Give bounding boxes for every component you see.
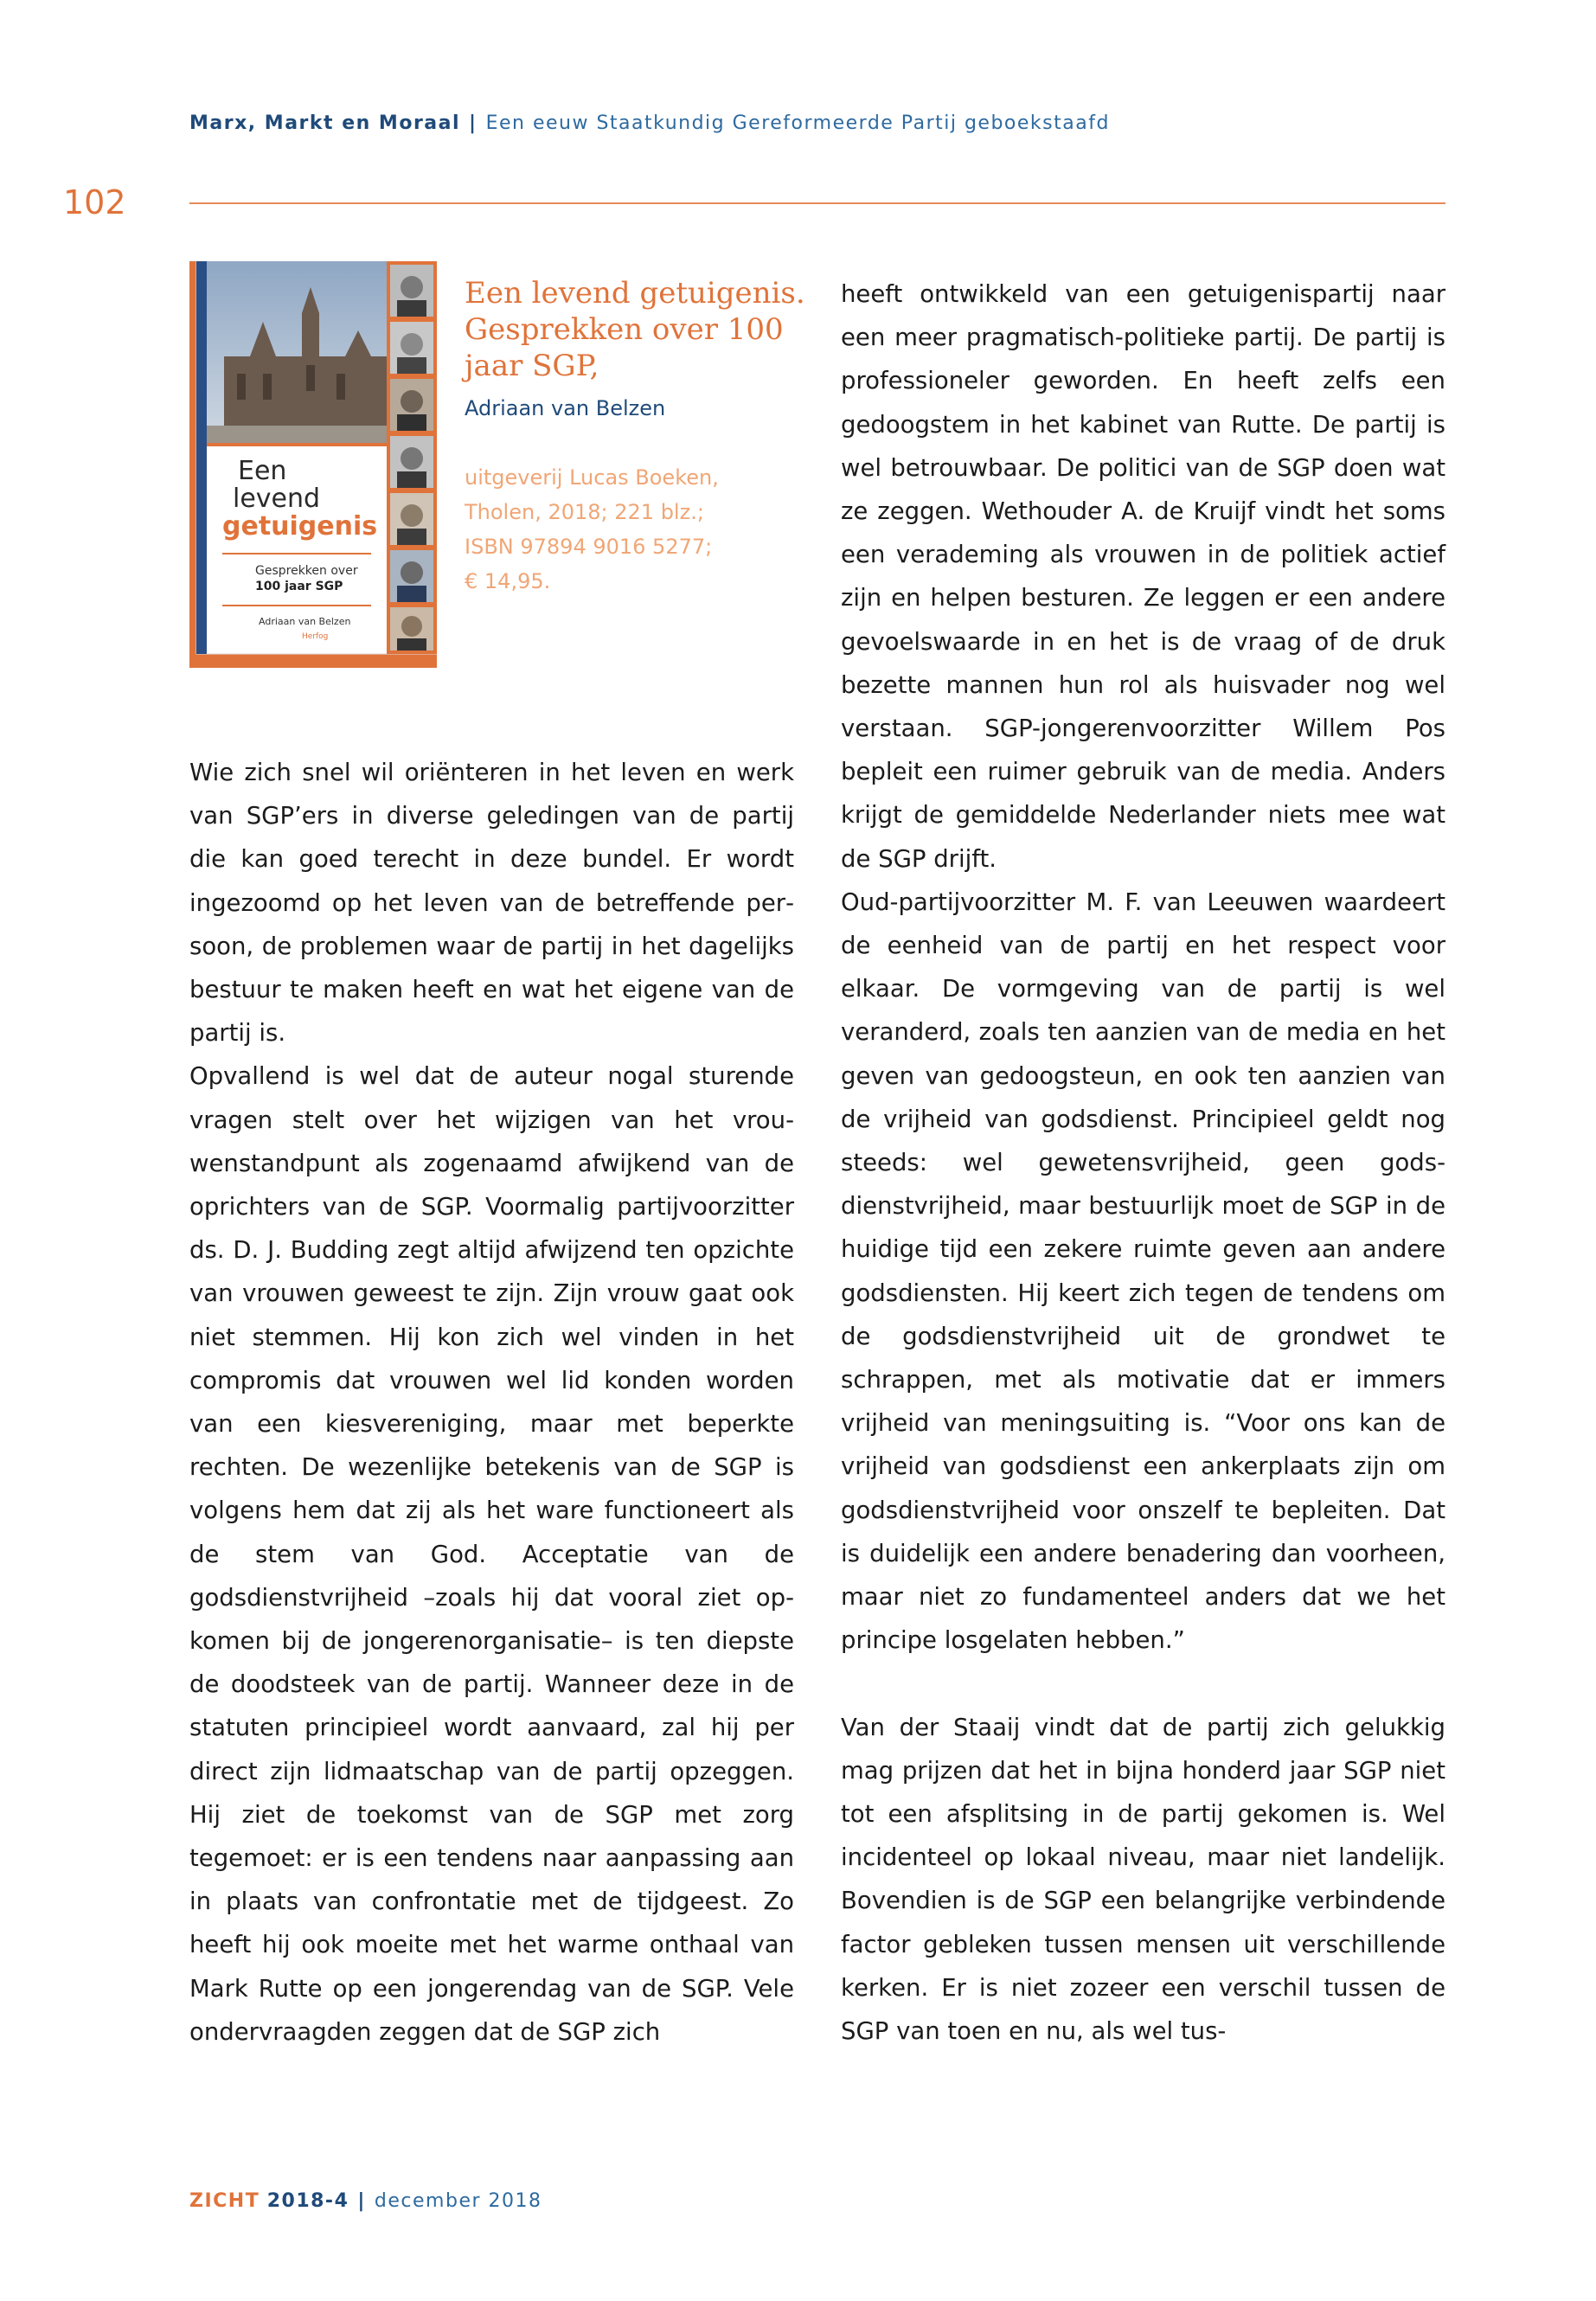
paragraph: Wie zich snel wil oriënteren in het leven en werk van SGP’ers in diverse geledingen van de partij die kan goed terecht in deze bundel. Er wordt ingezoomd op het leven van de betreffende persoon, de problemen waar de partij in het dagelijks bestuur te maken heeft en wat het eigene van de partij is. [189, 759, 794, 1048]
cover-subtitle-line1: Gesprekken over [255, 564, 358, 578]
paragraph: heeft ontwikkeld van een getuigenispartij naar een meer pragmatisch-politieke partij. De partij is professioneler geworden. En heeft zelfs een gedoogstem in het kabinet van Rutte. De partij is wel betrouwbaar. De politici van de SGP doen wat ze zeggen. Wethouder A. de Kruijf vindt het soms een verademing als vrouwen in de politiek actief zijn en helpen besturen. Ze leggen er een andere gevoelswaarde in en het is de vraag of de druk bezette mannen hun rol als huisvader nog wel verstaan. SGP-jongerenvoorzitter Willem Pos bepleit een ruimer gebruik van de media. Anders krijgt de gemiddelde Nederlander niets mee wat de SGP drijft. [841, 280, 1445, 873]
book-details [465, 275, 811, 599]
cover-title-line2: levend [233, 484, 321, 514]
right-text-column [841, 272, 1445, 2053]
header-title: Marx, Markt en Moraal [189, 112, 461, 134]
paragraph-gap [841, 1663, 1445, 1706]
book-title: Een levend getuigenis. Gesprekken over 100 jaar SGP, [465, 276, 805, 383]
book-cover-illustration [189, 261, 437, 668]
header-separator: | [469, 112, 478, 134]
pub-line: uitgeverij Lucas Boeken, [465, 465, 719, 490]
cover-title-line1: Een [238, 456, 287, 486]
footer-separator: | [357, 2190, 366, 2212]
paragraph: Oud-partijvoorzitter M. F. van Leeuwen waardeert de eenheid van de partij en het respect voor elkaar. De vormgeving van de partij is wel veranderd, zoals ten aanzien van de media en het geven van gedoogsteun, en ook ten aanzien van de vrijheid van godsdienst. Principieel geldt nog steeds: wel gewetensvrijheid, geen godsdienstvrijheid, maar bestuurlijk moet de SGP in de huidige tijd een zekere ruimte geven aan andere godsdiensten. Hij keert zich tegen de tendens om de godsdienstvrijheid uit de grondwet te schrappen, met als motivatie dat er immers vrijheid van meningsuiting is. “Voor ons kan de vrijheid van godsdienst een ankerplaats zijn om godsdienstvrijheid voor onszelf te bepleiten. Dat is duidelijk een andere benadering dan voorheen, maar niet zo fundamenteel anders dat we het principe losgelaten hebben.” [841, 888, 1445, 1655]
page-number: 102 [63, 183, 126, 221]
cover-subtitle-line2: 100 jaar SGP [255, 580, 343, 593]
book-cover [189, 261, 437, 668]
paragraph: Opvallend is wel dat de auteur nogal sturende vragen stelt over het wijzigen van het vrouwenstandpunt als zogenaamd afwijkend van de oprichters van de SGP. Voormalig partijvoorzitter ds. D. J. Budding zegt altijd afwijzend ten opzichte van vrouwen geweest te zijn. Zijn vrouw gaat ook niet stemmen. Hij kon zich wel vinden in het compromis dat vrouwen wel lid konden worden van een kiesvereniging, maar met beperkte rechten. De wezenlijke betekenis van de SGP is volgens hem dat zij als het ware functioneert als de stem van God. Acceptatie van de godsdienstvrijheid –zoals hij dat vooral ziet opkomen bij de jongerenorganisatie– is ten diepste de doodsteek van de partij. Wanneer deze in de statuten principieel wordt aanvaard, zal hij per direct zijn lidmaatschap van de partij opzeggen. Hij ziet de toekomst van de SGP met zorg tegemoet: er is een tendens naar aanpassing aan in plaats van confrontatie met de tijdgeest. Zo heeft hij ook moeite met het warme onthaal van Mark Rutte op een jongerendag van de SGP. Vele ondervraagden zeggen dat de SGP zich [189, 1062, 794, 2046]
book-author: Adriaan van Belzen [465, 396, 666, 420]
pub-line: Tholen, 2018; 221 blz.; [465, 500, 704, 524]
pub-line: € 14,95. [465, 569, 551, 593]
cover-publisher: Herfog [302, 632, 329, 641]
header-subtitle: Een eeuw Staatkundig Gereformeerde Partij geboekstaafd [485, 112, 1110, 134]
portrait-column [390, 265, 433, 651]
left-text-column [189, 751, 794, 2054]
cover-author: Adriaan van Belzen [259, 616, 351, 627]
pub-line: ISBN 97894 9016 5277; [465, 535, 713, 559]
footer-magazine: ZICHT [189, 2190, 260, 2212]
running-footer [189, 2190, 542, 2212]
footer-date: december 2018 [374, 2190, 542, 2212]
paragraph: Van der Staaij vindt dat de partij zich gelukkig mag prijzen dat het in bijna honderd jaar SGP niet tot een afsplitsing in de partij gekomen is. Wel incidenteel op lokaal niveau, maar niet landelijk. Bovendien is de SGP een belangrijke verbindende factor gebleken tussen mensen uit verschillende kerken. Er is niet zozeer een verschil tussen de SGP van toen en nu, als wel tus- [841, 1713, 1445, 2045]
header-rule [189, 202, 1445, 204]
footer-issue: 2018-4 [266, 2190, 349, 2212]
cover-title-line3: getuigenis [222, 511, 378, 542]
running-header [189, 112, 1110, 134]
book-publication-info [465, 460, 811, 599]
